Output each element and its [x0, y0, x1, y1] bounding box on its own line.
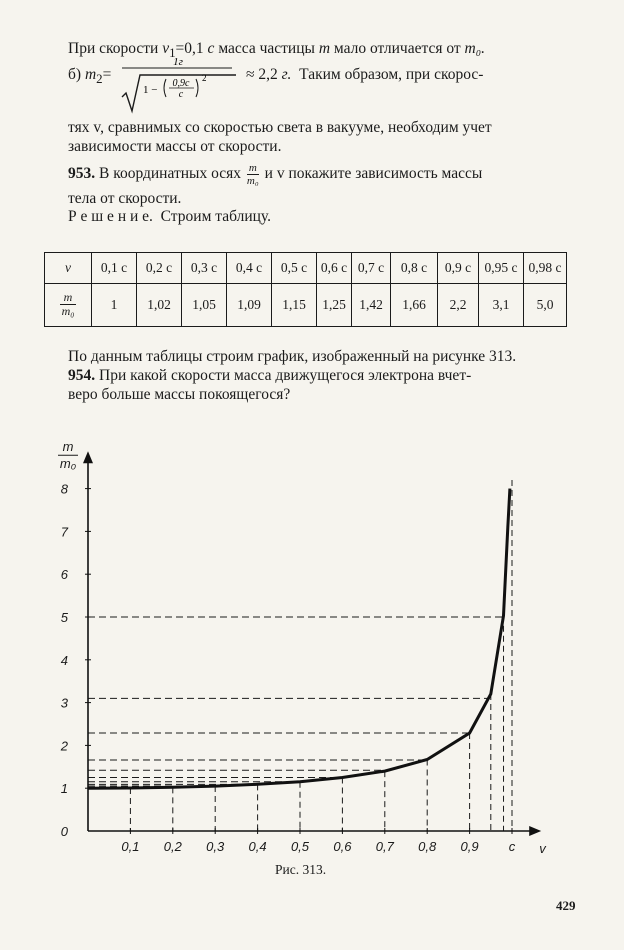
table-cell: 0,5 c: [272, 253, 317, 284]
variable-m0: m₀.: [464, 40, 485, 57]
table-cell: 1: [92, 284, 137, 327]
unit-gram: г.: [281, 66, 292, 83]
problem-number: 953.: [68, 165, 96, 183]
subscript: 2: [96, 71, 103, 87]
y-axis-label-denominator: m₀: [59, 456, 77, 472]
dashed-guides: [88, 480, 512, 831]
radical-formula: [118, 55, 238, 115]
variable-v: v: [162, 40, 170, 57]
y-axis-arrow: [83, 451, 93, 463]
table-cell: 1,66: [391, 284, 438, 327]
problem-954-line-1: [68, 367, 471, 385]
x-axis-arrow: [529, 826, 541, 836]
text-span: мало отличается от: [333, 40, 461, 57]
table-cell: 3,1: [479, 284, 524, 327]
item-label: б): [68, 66, 82, 83]
table-cell: 0,98 c: [524, 253, 567, 284]
table-cell: 0,95 c: [479, 253, 524, 284]
table-cell: 1,05: [182, 284, 227, 327]
x-tick-label: c: [508, 839, 516, 854]
axes: [83, 451, 541, 836]
solution-label: Р е ш е н и е.: [68, 208, 153, 225]
tick-labels: [60, 482, 516, 854]
problem-number: 954.: [68, 367, 96, 384]
y-axis-label-numerator: m: [62, 439, 74, 455]
x-tick-label: 0,4: [248, 839, 267, 854]
table-header-ratio: [45, 284, 92, 327]
table-cell: 0,3 c: [182, 253, 227, 284]
fraction-numerator: m: [60, 291, 77, 305]
fraction-denominator: m₀: [246, 175, 259, 187]
y-tick-label: 0: [60, 824, 68, 839]
formula-result: ≈ 2,2: [246, 66, 278, 83]
y-tick-label: 8: [60, 481, 68, 497]
table-cell: 0,8 c: [391, 253, 438, 284]
text-span: При какой скорости масса движущегося электрона вчет-: [99, 367, 472, 384]
x-tick-label: 0,9: [460, 839, 479, 854]
exponent: 2: [202, 73, 207, 83]
mass-velocity-chart: [0, 430, 624, 860]
problem-953-line-2: тела от скорости.: [68, 190, 182, 207]
x-tick-label: 0,2: [163, 839, 182, 854]
table-row-velocity: [45, 253, 567, 284]
text-span: масса частицы: [218, 40, 315, 57]
problem-953-line-1: [68, 162, 482, 187]
solution-line: [68, 208, 271, 226]
x-tick-label: 0,7: [375, 839, 394, 854]
text-span: При скорости: [68, 40, 159, 57]
problem-954-line-2: веро больше массы покоящегося?: [68, 386, 291, 403]
table-cell: 0,6 c: [317, 253, 352, 284]
variable-m2: m: [84, 66, 97, 83]
axis-fraction: [247, 162, 259, 187]
figure-caption: Рис. 313.: [275, 862, 327, 877]
text-after-table: По данным таблицы строим график, изображенный на рисунке 313.: [68, 348, 517, 365]
x-axis-label: v: [539, 841, 546, 856]
table-cell: 1,09: [227, 284, 272, 327]
table-cell: 0,1 c: [92, 253, 137, 284]
unit-c: с: [207, 40, 215, 57]
right-paren: [196, 79, 198, 97]
text-span: В координатных осях: [99, 165, 241, 183]
mass-curve: [88, 489, 510, 789]
table-cell: 0,9 c: [438, 253, 479, 284]
formula-result-line: [246, 66, 483, 84]
y-tick-label: 1: [60, 781, 68, 797]
table-row-mass: [45, 284, 567, 327]
table-cell: 1,02: [137, 284, 182, 327]
text-line-4: зависимости массы от скорости.: [68, 138, 282, 155]
x-tick-label: 0,8: [418, 839, 437, 854]
y-tick-label: 5: [60, 610, 68, 625]
y-tick-label: 6: [60, 567, 68, 583]
y-tick-label: 2: [60, 738, 68, 754]
fraction-denominator: m₀: [61, 304, 75, 318]
y-tick-label: 7: [60, 524, 68, 540]
text-span: Строим таблицу.: [160, 208, 271, 225]
equals-sign: =: [102, 66, 112, 83]
x-tick-label: 0,3: [206, 839, 225, 854]
text-line-3: тях v, сравнимых со скоростью света в вакууме, необходим учет: [68, 119, 492, 136]
left-paren: [164, 79, 166, 97]
y-tick-label: 3: [60, 695, 68, 711]
table-cell: 1,15: [272, 284, 317, 327]
text-span: и v покажите зависимость массы: [264, 165, 483, 183]
velocity-mass-table: [44, 252, 567, 327]
inner-numerator: 0,9c: [172, 78, 190, 89]
fraction-numerator: 1г: [173, 56, 183, 68]
page-number: 429: [556, 898, 576, 913]
x-tick-label: 0,1: [121, 839, 140, 854]
text-span: Таким образом, при скорос-: [299, 66, 484, 83]
text-span: =0,1: [175, 40, 204, 57]
table-cell: 1,42: [352, 284, 391, 327]
table-header-v: v: [45, 253, 92, 284]
table-cell: 0,2 c: [137, 253, 182, 284]
x-tick-label: 0,5: [290, 839, 310, 854]
formula-line: [68, 66, 111, 88]
subscript: 1: [169, 45, 176, 61]
table-cell: 1,25: [317, 284, 352, 327]
table-cell: 0,4 c: [227, 253, 272, 284]
table-cell: 0,7 c: [352, 253, 391, 284]
one-minus: 1 −: [143, 84, 158, 96]
inner-denominator: c: [178, 89, 184, 100]
x-tick-label: 0,6: [333, 839, 352, 854]
fraction-numerator: m: [248, 162, 257, 174]
variable-m: m: [318, 40, 331, 57]
table-cell: 5,0: [524, 284, 567, 327]
y-tick-label: 4: [60, 652, 68, 668]
table-cell: 2,2: [438, 284, 479, 327]
